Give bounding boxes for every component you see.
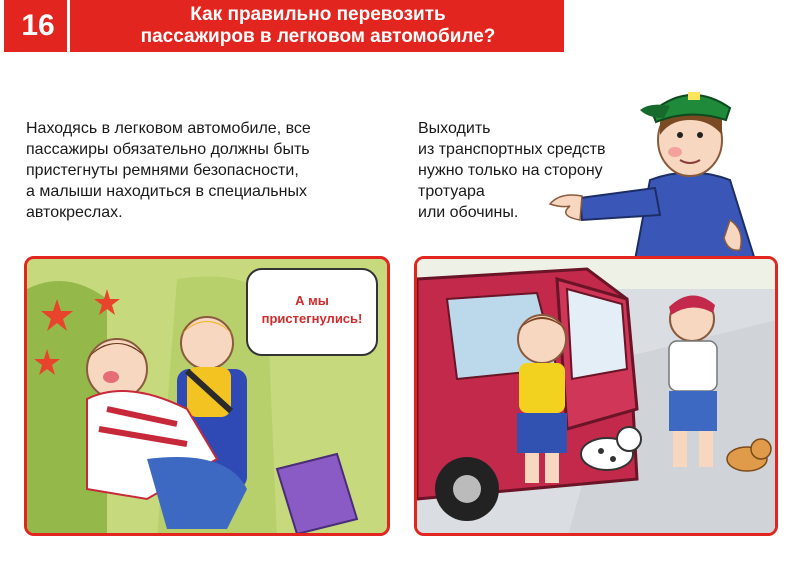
car-exit-scene <box>417 259 778 536</box>
left-caption <box>26 118 366 223</box>
right-caption-line: из транспортных средств <box>418 141 606 158</box>
right-caption-line: тротуара <box>418 183 485 200</box>
left-caption-line: а малыши находиться в специальных <box>26 183 307 200</box>
page-number: 16 <box>21 9 55 42</box>
title-line-1: Как правильно перевозить <box>190 4 446 25</box>
left-caption-line: пассажиры обязательно должны быть <box>26 141 310 158</box>
right-caption-line: или обочины. <box>418 204 519 221</box>
left-caption-line: Находясь в легковом автомобиле, все <box>26 120 311 137</box>
right-caption-line: нужно только на сторону <box>418 162 603 179</box>
speech-line-2: пристегнулись! <box>261 311 363 326</box>
header-banner <box>4 0 564 52</box>
right-caption-line: Выходить <box>418 120 491 137</box>
page-title <box>76 4 560 48</box>
title-line-2: пассажиров в легковом автомобиле? <box>140 26 496 47</box>
speech-bubble <box>246 268 378 356</box>
speech-bubble-text <box>248 292 376 328</box>
boy-pointing-illustration <box>540 80 790 260</box>
left-caption-line: автокреслах. <box>26 204 123 221</box>
speech-line-1: А мы <box>295 293 329 308</box>
car-exit-illustration <box>414 256 778 536</box>
page-number-box <box>4 0 70 52</box>
left-caption-line: пристегнуты ремнями безопасности, <box>26 162 299 179</box>
